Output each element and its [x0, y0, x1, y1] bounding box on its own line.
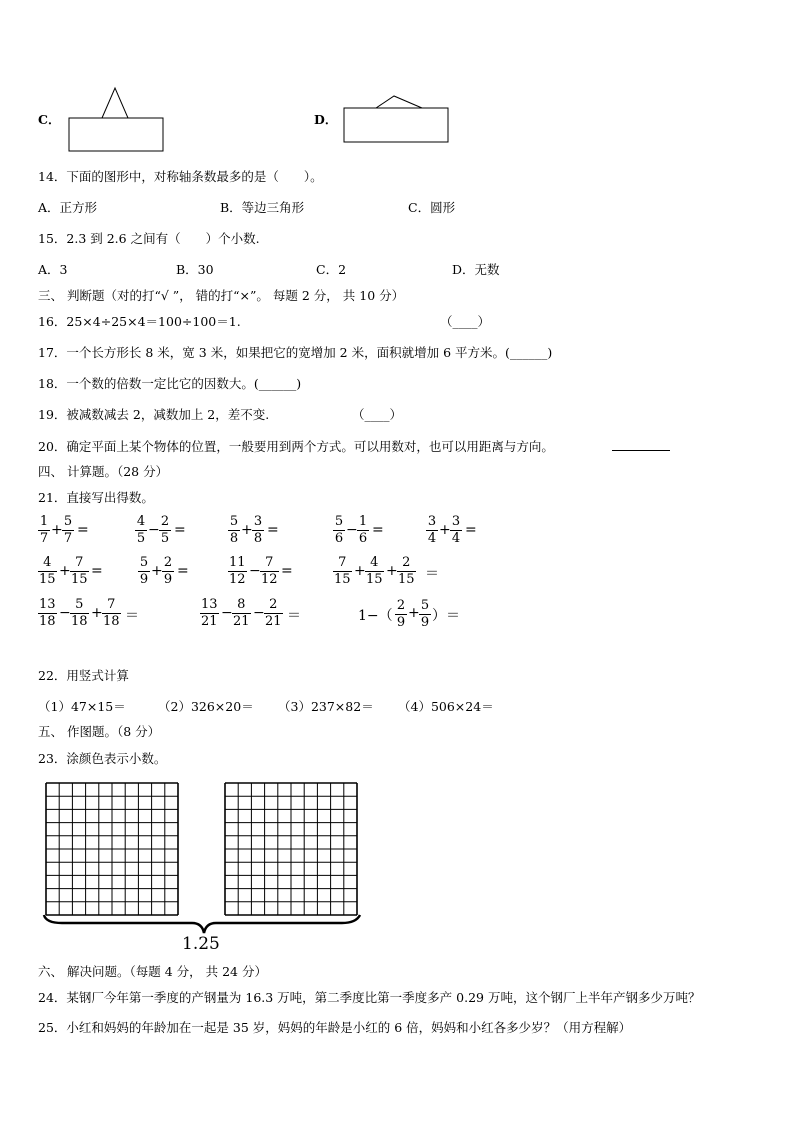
hundred-grid-right[interactable] [224, 782, 358, 916]
fraction: 2 15 [398, 555, 415, 587]
fraction: 4 15 [39, 555, 56, 587]
operator: + [151, 563, 163, 579]
q24-text: 24．某钢厂今年第一季度的产钢量为 16.3 万吨，第二季度比第一季度多产 0.29 万吨，这个钢厂上半年产钢多少万吨？ [38, 990, 701, 1005]
fraction: 5 18 [71, 597, 88, 629]
equals-sign: = [174, 522, 186, 538]
fraction: 5 9 [139, 555, 149, 587]
q22-item-3: （3）237×82＝ [278, 699, 374, 714]
fraction: 7 15 [71, 555, 88, 587]
equals-sign: = [267, 522, 279, 538]
section6-title: 六、 解决问题。（每题 4 分， 共 24 分） [38, 964, 267, 979]
q21-text: 21．直接写出得数。 [38, 490, 154, 505]
operator: − [249, 563, 261, 579]
option-d-figure [342, 94, 450, 146]
section4-title: 四、 计算题。（28 分） [38, 464, 169, 479]
fraction: 5 6 [334, 514, 344, 546]
fraction: 2 21 [265, 597, 282, 629]
section5-title: 五、 作图题。（8 分） [38, 724, 161, 739]
equals-sign: = [372, 522, 384, 538]
q22-text: 22．用竖式计算 [38, 668, 129, 683]
q20-text: 20．确定平面上某个物体的位置，一般要用到两个方式。可以用数对，也可以用距离与方向。 [38, 439, 554, 454]
fraction: 3 8 [253, 514, 263, 546]
operator: + [91, 605, 103, 621]
equals-sign: = [465, 522, 477, 538]
q15-option-b: B．30 [176, 262, 214, 277]
section3-title: 三、 判断题（对的打“√ ”， 错的打“×”。 每题 2 分， 共 10 分） [38, 288, 405, 303]
operator: + [386, 563, 398, 579]
q15-option-c: C．2 [316, 262, 347, 277]
option-c-figure [68, 86, 168, 154]
equals-sign: ）＝ [432, 608, 460, 624]
fraction: 4 15 [366, 555, 383, 587]
q22-item-1: （1）47×15＝ [38, 699, 126, 714]
q22-item-2: （2）326×20＝ [158, 699, 254, 714]
operator: − [346, 522, 358, 538]
fraction: 3 4 [427, 514, 437, 546]
operator: 1−（ [358, 608, 393, 624]
equals-sign: = [281, 563, 293, 579]
q14-option-b: B．等边三角形 [220, 200, 305, 215]
operator: + [59, 563, 71, 579]
brace-icon [42, 913, 362, 935]
q17-text: 17．一个长方形长 8 米，宽 3 米，如果把它的宽增加 2 米，面积就增加 6 平方米。(______) [38, 345, 553, 360]
q14-stem: 14．下面的图形中，对称轴条数最多的是（ ）。 [38, 169, 323, 184]
operator: + [354, 563, 366, 579]
q15-option-d: D．无数 [452, 262, 500, 277]
fraction: 8 21 [233, 597, 250, 629]
q20-answer-blank[interactable] [612, 437, 670, 454]
q14-option-c: C．圆形 [408, 200, 456, 215]
fraction: 11 12 [229, 555, 246, 587]
q15-stem: 15．2.3 到 2.6 之间有（ ）个小数. [38, 231, 260, 246]
q25-text: 25．小红和妈妈的年龄加在一起是 35 岁，妈妈的年龄是小红的 6 倍，妈妈和小红各多少岁？（用方程解） [38, 1020, 632, 1035]
option-d-label: D． [314, 112, 338, 127]
equals-sign: ＝ [287, 608, 301, 624]
fraction: 4 5 [136, 514, 146, 546]
grid-value-label: 1.25 [182, 934, 220, 954]
q19-text: 19．被减数减去 2，减数加上 2，差不变. [38, 407, 270, 422]
option-c-label: C． [38, 112, 61, 127]
operator: + [408, 605, 420, 621]
fraction: 5 9 [420, 598, 430, 630]
fraction: 1 6 [358, 514, 368, 546]
q16-answer-blank[interactable]: （____） [440, 314, 491, 329]
equals-sign: ＝ [425, 566, 439, 582]
q15-option-a: A．3 [38, 262, 68, 277]
fraction: 7 18 [103, 597, 120, 629]
operator: + [51, 522, 63, 538]
operator: − [253, 605, 265, 621]
fraction: 7 12 [261, 555, 278, 587]
q19-answer-blank[interactable]: （____） [352, 407, 403, 422]
equals-sign: = [177, 563, 189, 579]
q16-text: 16．25×4÷25×4＝100÷100＝1. [38, 314, 241, 329]
fraction: 5 7 [63, 514, 73, 546]
fraction: 2 9 [163, 555, 173, 587]
fraction: 13 21 [201, 597, 218, 629]
operator: − [148, 522, 160, 538]
equals-sign: ＝ [125, 608, 139, 624]
equals-sign: = [77, 522, 89, 538]
operator: − [59, 605, 71, 621]
q22-item-4: （4）506×24＝ [398, 699, 494, 714]
q23-text: 23．涂颜色表示小数。 [38, 751, 167, 766]
fraction: 5 8 [229, 514, 239, 546]
fraction: 7 15 [334, 555, 351, 587]
hundred-grid-left[interactable] [45, 782, 179, 916]
operator: + [439, 522, 451, 538]
q18-text: 18．一个数的倍数一定比它的因数大。(______) [38, 376, 302, 391]
fraction: 13 18 [39, 597, 56, 629]
equals-sign: = [91, 563, 103, 579]
q14-option-a: A．正方形 [38, 200, 98, 215]
fraction: 2 5 [160, 514, 170, 546]
fraction: 2 9 [396, 598, 406, 630]
operator: + [241, 522, 253, 538]
fraction: 3 4 [451, 514, 461, 546]
operator: − [221, 605, 233, 621]
fraction: 1 7 [39, 514, 49, 546]
